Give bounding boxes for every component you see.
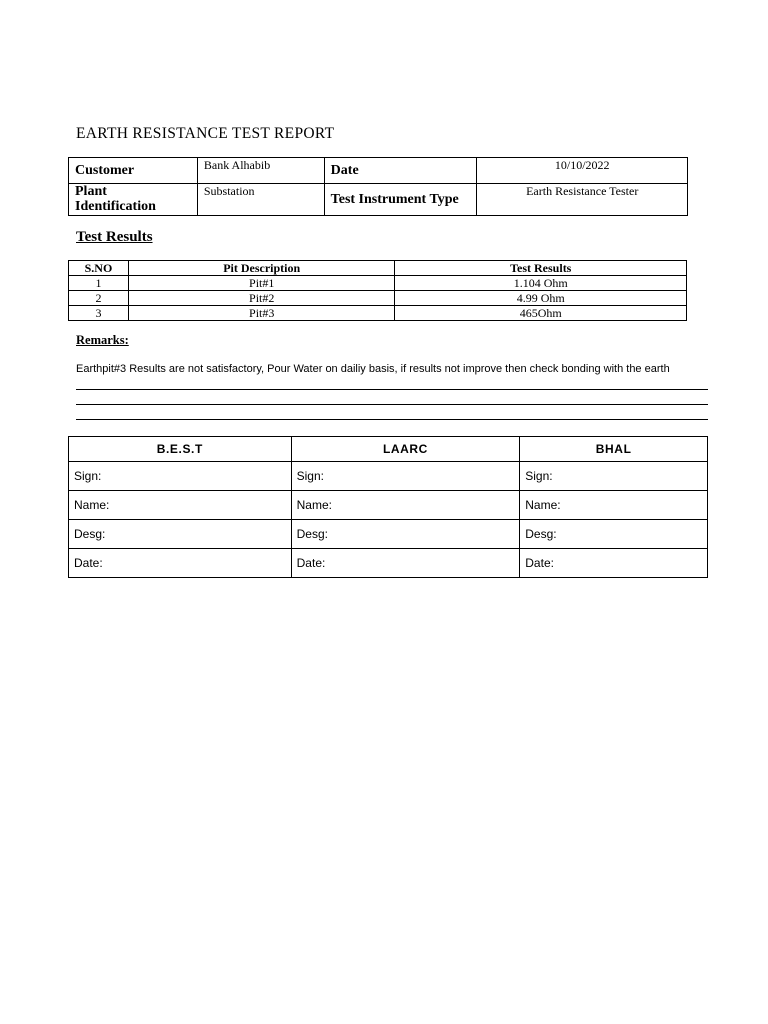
table-row bbox=[69, 462, 708, 491]
signature-table bbox=[68, 436, 708, 578]
name-field: Name: bbox=[291, 491, 520, 520]
row-sno: 3 bbox=[69, 306, 129, 321]
remarks-rule bbox=[76, 404, 708, 405]
remarks-rule bbox=[76, 419, 708, 420]
row-result: 4.99 Ohm bbox=[395, 291, 687, 306]
name-field: Name: bbox=[520, 491, 708, 520]
date-value: 10/10/2022 bbox=[477, 158, 688, 184]
customer-value: Bank Alhabib bbox=[197, 158, 324, 184]
column-header-test-results: Test Results bbox=[395, 261, 687, 276]
customer-label: Customer bbox=[69, 158, 198, 184]
row-pit: Pit#1 bbox=[128, 276, 395, 291]
column-header-sno: S.NO bbox=[69, 261, 129, 276]
row-pit: Pit#3 bbox=[128, 306, 395, 321]
report-title: EARTH RESISTANCE TEST REPORT bbox=[76, 125, 335, 142]
row-pit: Pit#2 bbox=[128, 291, 395, 306]
column-header-bhal: BHAL bbox=[520, 437, 708, 462]
table-row bbox=[69, 306, 687, 321]
plant-label-line1: Plant bbox=[75, 184, 107, 199]
column-header-laarc: LAARC bbox=[291, 437, 520, 462]
date-field: Date: bbox=[69, 549, 292, 578]
report-info-table bbox=[68, 157, 688, 216]
designation-field: Desg: bbox=[520, 520, 708, 549]
remarks-rule bbox=[76, 389, 708, 390]
table-row bbox=[69, 549, 708, 578]
date-label: Date bbox=[324, 158, 477, 184]
column-header-pit-description: Pit Description bbox=[128, 261, 395, 276]
sign-field: Sign: bbox=[520, 462, 708, 491]
date-field: Date: bbox=[291, 549, 520, 578]
table-row bbox=[69, 520, 708, 549]
instrument-label: Test Instrument Type bbox=[324, 184, 477, 216]
table-row bbox=[69, 491, 708, 520]
remarks-text: Earthpit#3 Results are not satisfactory, Pour Water on dailiy basis, if results not improve then check bonding with the earth bbox=[76, 363, 670, 375]
name-field: Name: bbox=[69, 491, 292, 520]
test-results-heading: Test Results bbox=[76, 229, 153, 245]
column-header-best: B.E.S.T bbox=[69, 437, 292, 462]
sign-field: Sign: bbox=[291, 462, 520, 491]
plant-identification-label bbox=[69, 184, 198, 216]
row-result: 465Ohm bbox=[395, 306, 687, 321]
plant-label-line2: Identification bbox=[75, 199, 156, 214]
sign-field: Sign: bbox=[69, 462, 292, 491]
table-row bbox=[69, 276, 687, 291]
designation-field: Desg: bbox=[69, 520, 292, 549]
plant-value: Substation bbox=[197, 184, 324, 216]
date-field: Date: bbox=[520, 549, 708, 578]
row-result: 1.104 Ohm bbox=[395, 276, 687, 291]
row-sno: 1 bbox=[69, 276, 129, 291]
remarks-label: Remarks: bbox=[76, 333, 129, 347]
test-results-table bbox=[68, 260, 687, 321]
row-sno: 2 bbox=[69, 291, 129, 306]
instrument-value: Earth Resistance Tester bbox=[477, 184, 688, 216]
designation-field: Desg: bbox=[291, 520, 520, 549]
table-row bbox=[69, 291, 687, 306]
